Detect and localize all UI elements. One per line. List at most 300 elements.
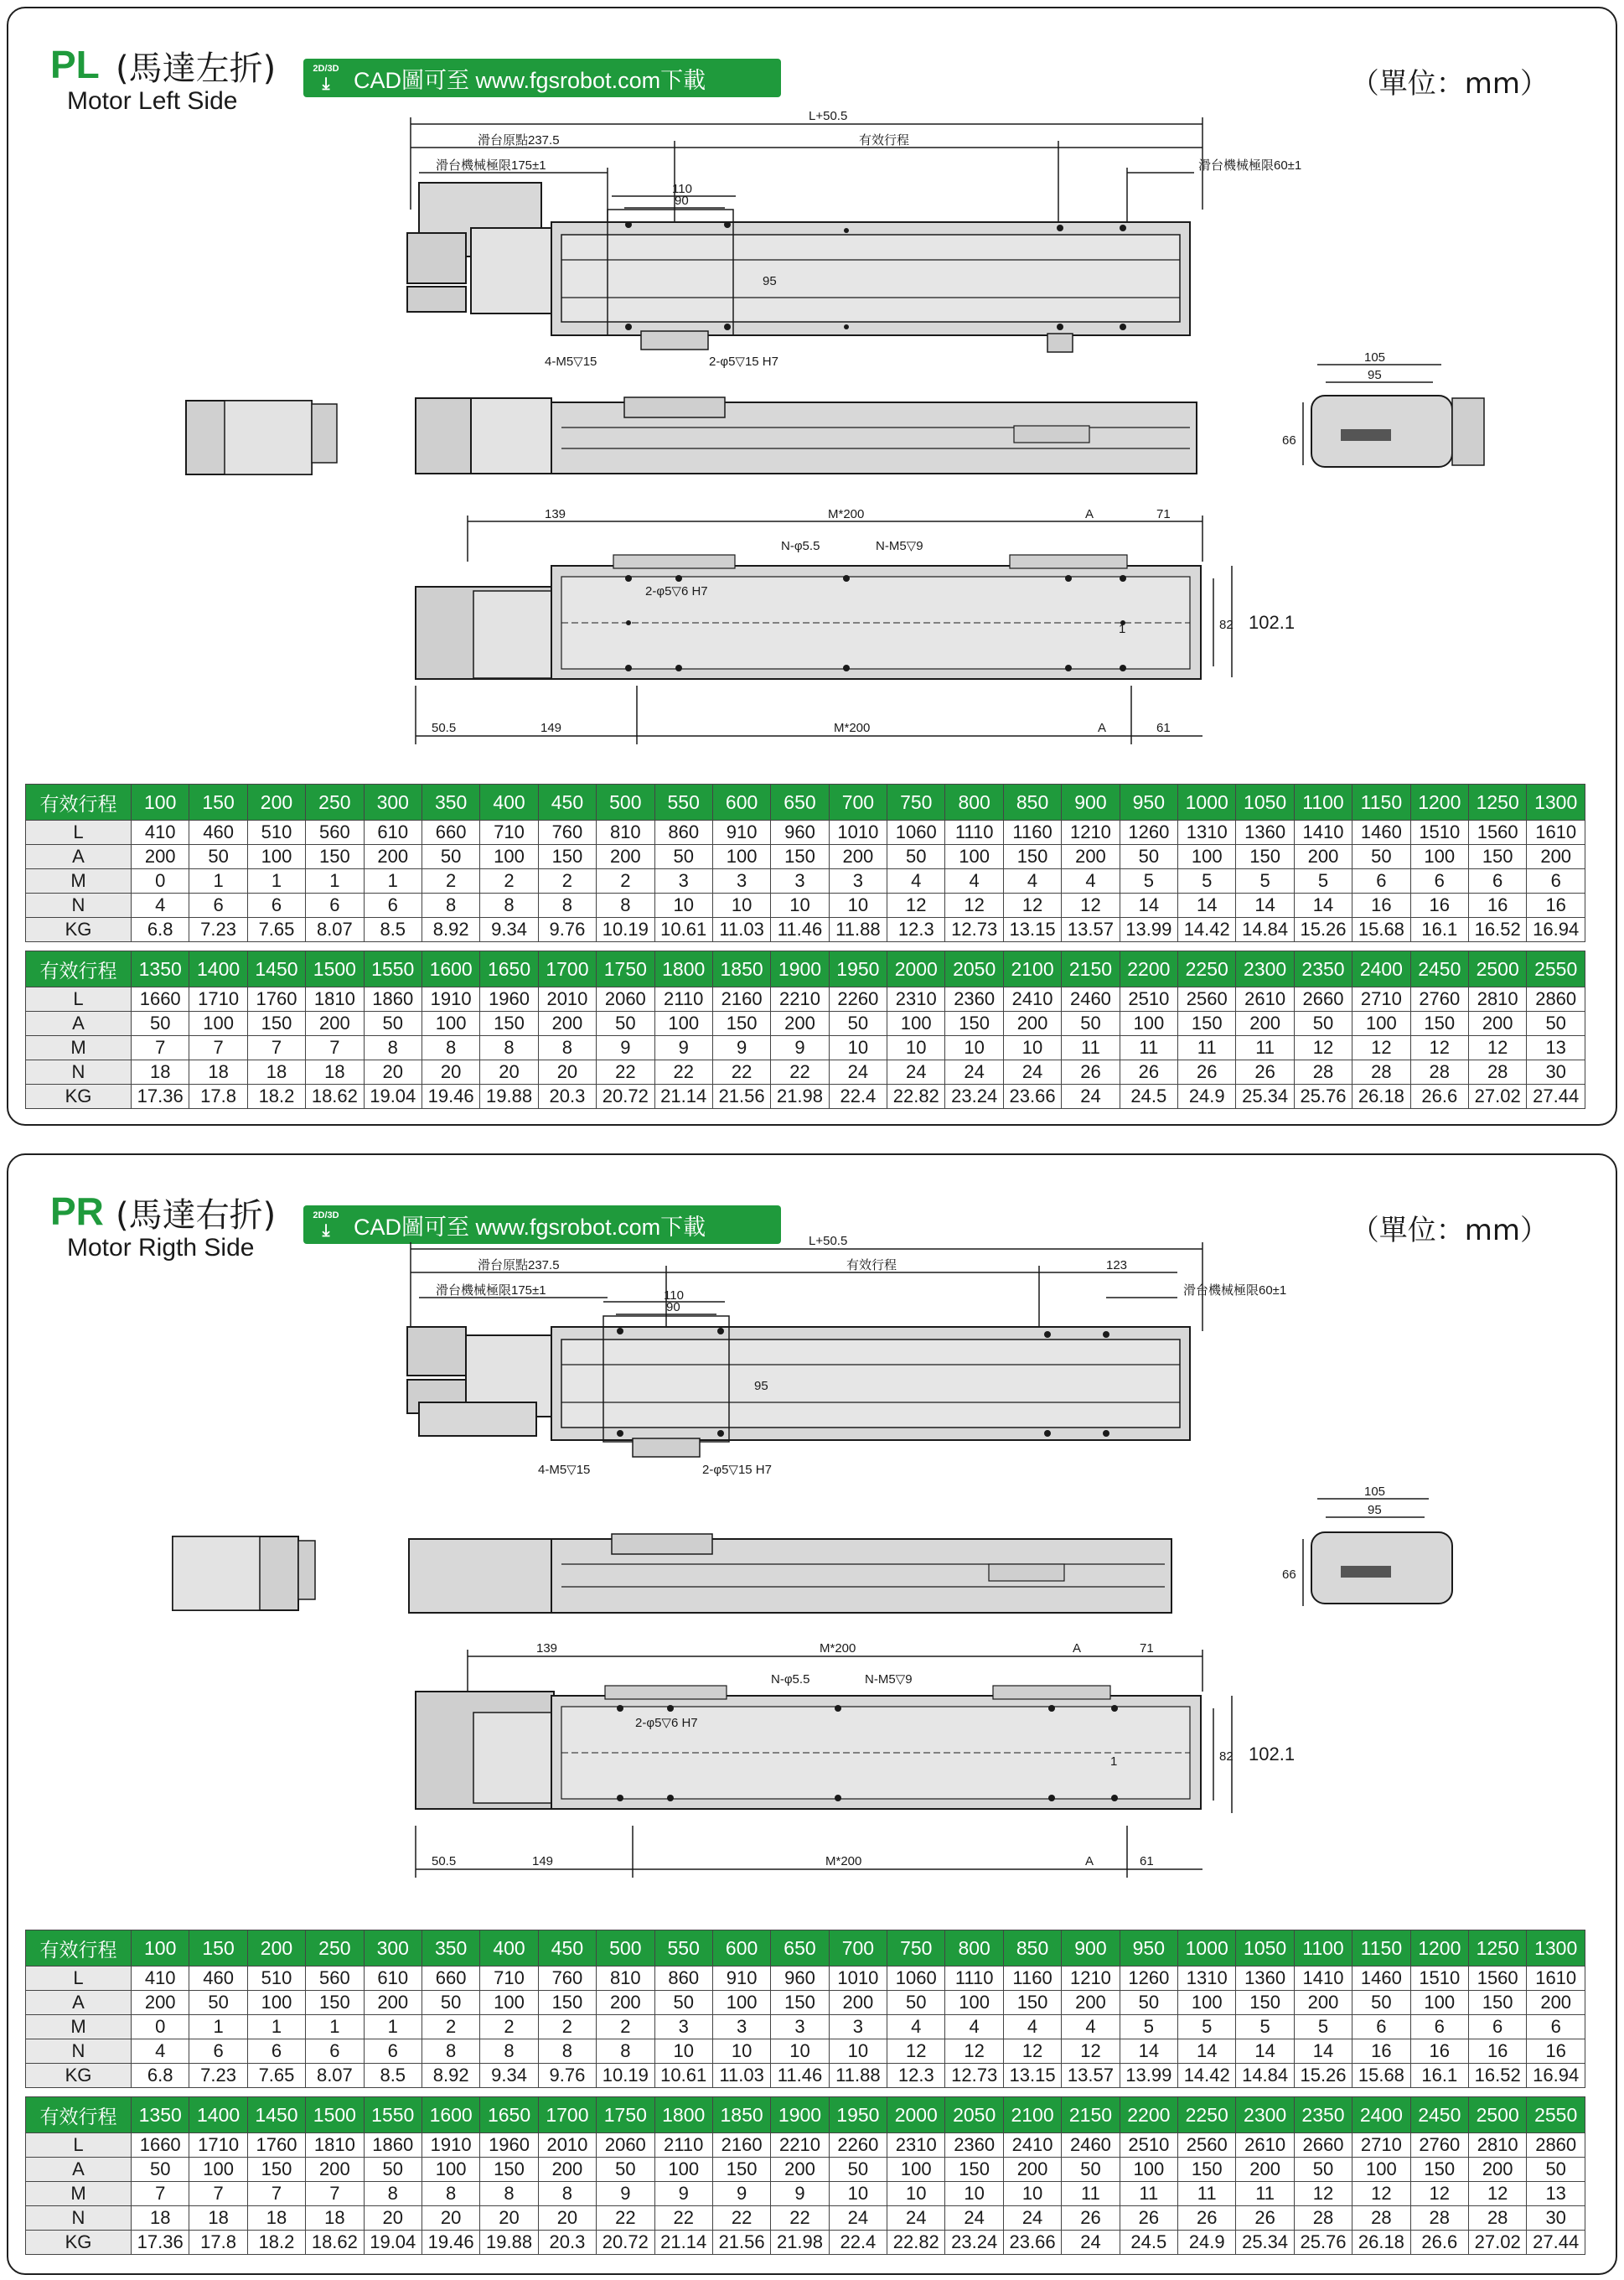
table-cell: 8 bbox=[422, 1036, 479, 1060]
table-cell: 200 bbox=[829, 845, 887, 869]
table-cell: 50 bbox=[887, 1991, 945, 2015]
table-cell: 20 bbox=[480, 1060, 538, 1085]
dim-n-tap: N-M5▽9 bbox=[865, 1672, 913, 1687]
table-cell: 24 bbox=[829, 2206, 887, 2231]
table-cell: 200 bbox=[1062, 1991, 1120, 2015]
table-cell: 24 bbox=[1003, 1060, 1061, 1085]
spec-table-pr-1 bbox=[25, 1930, 1585, 2088]
dim-end-95: 95 bbox=[1368, 1503, 1382, 1517]
table-cell: 50 bbox=[132, 2158, 189, 2182]
table-cell: 12.73 bbox=[945, 918, 1003, 942]
stroke-value: 2500 bbox=[1468, 951, 1526, 987]
stroke-value: 300 bbox=[364, 785, 422, 821]
table-cell: 50 bbox=[364, 2158, 422, 2182]
table-cell: 910 bbox=[712, 821, 770, 845]
table-cell: 8 bbox=[538, 2039, 596, 2064]
table-cell: 22 bbox=[654, 2206, 712, 2231]
table-cell: 7 bbox=[189, 1036, 247, 1060]
table-row bbox=[26, 894, 1585, 918]
table-cell: 1560 bbox=[1468, 1966, 1526, 1991]
table-cell: 3 bbox=[829, 2015, 887, 2039]
table-cell: 50 bbox=[189, 1991, 247, 2015]
table-cell: 11 bbox=[1236, 1036, 1294, 1060]
table-row bbox=[26, 1060, 1585, 1085]
table-cell: 50 bbox=[1294, 2158, 1352, 2182]
table-cell: 50 bbox=[1120, 1991, 1177, 2015]
table-cell: 9 bbox=[712, 2182, 770, 2206]
stroke-header-label: 有效行程 bbox=[26, 1930, 132, 1966]
table-cell: 9.34 bbox=[480, 2064, 538, 2088]
unit-label: （單位：mm） bbox=[1350, 67, 1549, 101]
spec-table-pl-2 bbox=[25, 951, 1585, 1109]
stroke-value: 650 bbox=[771, 1930, 829, 1966]
table-cell: 24 bbox=[1062, 1085, 1120, 1109]
table-cell: 1010 bbox=[829, 821, 887, 845]
table-cell: 18.62 bbox=[306, 1085, 364, 1109]
table-row bbox=[26, 1966, 1585, 1991]
table-cell: 8 bbox=[480, 1036, 538, 1060]
table-cell: 25.34 bbox=[1236, 1085, 1294, 1109]
table-cell: 1410 bbox=[1294, 821, 1352, 845]
table-cell: 1 bbox=[306, 2015, 364, 2039]
section-name-cn: (馬達右折) bbox=[116, 1196, 277, 1235]
table-cell: 24 bbox=[829, 1060, 887, 1085]
table-cell: 2610 bbox=[1236, 2133, 1294, 2158]
table-cell: 10 bbox=[1003, 2182, 1061, 2206]
dim-102-1: 102.1 bbox=[1249, 1744, 1296, 1764]
stroke-value: 1150 bbox=[1352, 785, 1410, 821]
table-cell: 200 bbox=[1468, 1012, 1526, 1036]
table-cell: 9 bbox=[654, 2182, 712, 2206]
table-cell: 510 bbox=[247, 821, 305, 845]
table-cell: 17.8 bbox=[189, 1085, 247, 1109]
table-cell: 200 bbox=[538, 2158, 596, 2182]
table-cell: 7 bbox=[306, 2182, 364, 2206]
table-cell: 50 bbox=[364, 1012, 422, 1036]
stroke-value: 2100 bbox=[1003, 2097, 1061, 2133]
table-cell: 150 bbox=[306, 845, 364, 869]
table-row bbox=[26, 2039, 1585, 2064]
table-cell: 2160 bbox=[712, 987, 770, 1012]
table-cell: 22 bbox=[771, 2206, 829, 2231]
table-cell: 1910 bbox=[422, 2133, 479, 2158]
dim-149: 149 bbox=[532, 1854, 554, 1868]
table-cell: 27.44 bbox=[1527, 1085, 1585, 1109]
stroke-value: 400 bbox=[480, 785, 538, 821]
table-cell: 18.2 bbox=[247, 1085, 305, 1109]
table-cell: 12 bbox=[1352, 1036, 1410, 1060]
table-cell: 10.61 bbox=[654, 2064, 712, 2088]
table-cell: 50 bbox=[1352, 845, 1410, 869]
table-cell: 9.76 bbox=[538, 2064, 596, 2088]
table-cell: 2210 bbox=[771, 2133, 829, 2158]
table-cell: 5 bbox=[1236, 869, 1294, 894]
table-cell: 28 bbox=[1468, 2206, 1526, 2231]
table-cell: 2310 bbox=[887, 2133, 945, 2158]
table-cell: 4 bbox=[887, 2015, 945, 2039]
unit-label: （單位：mm） bbox=[1350, 1214, 1549, 1247]
stroke-value: 1200 bbox=[1410, 1930, 1468, 1966]
table-cell: 10 bbox=[829, 894, 887, 918]
table-cell: 11.03 bbox=[712, 2064, 770, 2088]
dim-123: 123 bbox=[1106, 1258, 1128, 1272]
table-cell: 28 bbox=[1352, 1060, 1410, 1085]
spec-table-pl-1 bbox=[25, 784, 1585, 942]
stroke-value: 2300 bbox=[1236, 2097, 1294, 2133]
dim-tap-holes: 4-M5▽15 bbox=[545, 355, 597, 369]
table-cell: 4 bbox=[132, 894, 189, 918]
table-cell: 50 bbox=[422, 1991, 479, 2015]
table-cell: 8.5 bbox=[364, 918, 422, 942]
table-cell: 10.61 bbox=[654, 918, 712, 942]
table-cell: 150 bbox=[480, 1012, 538, 1036]
table-cell: 4 bbox=[1003, 869, 1061, 894]
stroke-value: 950 bbox=[1120, 1930, 1177, 1966]
table-cell: 23.24 bbox=[945, 2231, 1003, 2255]
table-cell: 12.3 bbox=[887, 918, 945, 942]
table-cell: 14.42 bbox=[1178, 2064, 1236, 2088]
table-cell: 7.23 bbox=[189, 2064, 247, 2088]
table-cell: 23.24 bbox=[945, 1085, 1003, 1109]
table-cell: 9 bbox=[597, 2182, 654, 2206]
section-code: PR bbox=[50, 1189, 104, 1233]
table-cell: 2710 bbox=[1352, 987, 1410, 1012]
table-cell: 50 bbox=[1062, 2158, 1120, 2182]
table-cell: 1260 bbox=[1120, 1966, 1177, 1991]
table-cell: 11 bbox=[1178, 1036, 1236, 1060]
stroke-value: 1750 bbox=[597, 951, 654, 987]
table-cell: 11.88 bbox=[829, 2064, 887, 2088]
table-cell: 410 bbox=[132, 821, 189, 845]
stroke-value: 1050 bbox=[1236, 785, 1294, 821]
stroke-value: 550 bbox=[654, 1930, 712, 1966]
table-cell: 10 bbox=[945, 1036, 1003, 1060]
section-name-cn: (馬達左折) bbox=[116, 49, 277, 88]
table-cell: 50 bbox=[1294, 1012, 1352, 1036]
table-cell: 200 bbox=[1294, 1991, 1352, 2015]
table-cell: 9 bbox=[771, 2182, 829, 2206]
stroke-value: 2500 bbox=[1468, 2097, 1526, 2133]
table-cell: 8 bbox=[480, 894, 538, 918]
table-cell: 2160 bbox=[712, 2133, 770, 2158]
table-cell: 26 bbox=[1062, 2206, 1120, 2231]
stroke-value: 1600 bbox=[422, 2097, 479, 2133]
table-cell: 9 bbox=[712, 1036, 770, 1060]
stroke-header-row bbox=[26, 2097, 1585, 2133]
stroke-value: 450 bbox=[538, 1930, 596, 1966]
dim-pin-holes: 2-φ5▽15 H7 bbox=[702, 1463, 772, 1477]
table-cell: 960 bbox=[771, 821, 829, 845]
table-cell: 100 bbox=[654, 2158, 712, 2182]
stroke-value: 1850 bbox=[712, 2097, 770, 2133]
table-cell: 18 bbox=[189, 2206, 247, 2231]
table-cell: 26.6 bbox=[1410, 1085, 1468, 1109]
table-cell: 20 bbox=[422, 1060, 479, 1085]
stroke-value: 1000 bbox=[1178, 785, 1236, 821]
technical-drawing bbox=[8, 8, 1619, 763]
stroke-value: 300 bbox=[364, 1930, 422, 1966]
table-cell: 6 bbox=[306, 2039, 364, 2064]
table-cell: 2810 bbox=[1468, 987, 1526, 1012]
table-cell: 100 bbox=[1178, 845, 1236, 869]
table-cell: 150 bbox=[1468, 845, 1526, 869]
table-cell: 50 bbox=[1120, 845, 1177, 869]
table-cell: 28 bbox=[1294, 1060, 1352, 1085]
table-cell: 2260 bbox=[829, 2133, 887, 2158]
dim-pin-bottom: 2-φ5▽6 H7 bbox=[645, 584, 708, 598]
table-cell: 12 bbox=[1352, 2182, 1410, 2206]
row-label: M bbox=[26, 1036, 132, 1060]
table-cell: 11.88 bbox=[829, 918, 887, 942]
table-cell: 50 bbox=[1527, 1012, 1585, 1036]
stroke-value: 100 bbox=[132, 785, 189, 821]
table-cell: 2010 bbox=[538, 2133, 596, 2158]
row-label: M bbox=[26, 2182, 132, 2206]
stroke-value: 2000 bbox=[887, 2097, 945, 2133]
dim-71: 71 bbox=[1156, 507, 1171, 521]
table-cell: 20 bbox=[480, 2206, 538, 2231]
table-cell: 1060 bbox=[887, 821, 945, 845]
stroke-value: 400 bbox=[480, 1930, 538, 1966]
dim-origin: 滑台原點237.5 bbox=[478, 133, 560, 148]
table-cell: 4 bbox=[1062, 2015, 1120, 2039]
table-cell: 150 bbox=[1410, 2158, 1468, 2182]
stroke-value: 350 bbox=[422, 785, 479, 821]
row-label: L bbox=[26, 987, 132, 1012]
table-cell: 2060 bbox=[597, 2133, 654, 2158]
table-cell: 11 bbox=[1120, 2182, 1177, 2206]
table-cell: 12 bbox=[1468, 1036, 1526, 1060]
table-cell: 1910 bbox=[422, 987, 479, 1012]
table-cell: 910 bbox=[712, 1966, 770, 1991]
table-cell: 22 bbox=[597, 2206, 654, 2231]
stroke-value: 2450 bbox=[1410, 951, 1468, 987]
table-cell: 24.5 bbox=[1120, 2231, 1177, 2255]
table-cell: 6 bbox=[247, 894, 305, 918]
table-cell: 810 bbox=[597, 821, 654, 845]
table-cell: 2460 bbox=[1062, 987, 1120, 1012]
table-cell: 2560 bbox=[1178, 987, 1236, 1012]
table-cell: 7 bbox=[306, 1036, 364, 1060]
dim-mech-limit-left: 滑台機械極限175±1 bbox=[436, 1283, 546, 1298]
table-cell: 1 bbox=[364, 869, 422, 894]
stroke-value: 900 bbox=[1062, 1930, 1120, 1966]
table-cell: 22.82 bbox=[887, 2231, 945, 2255]
table-cell: 710 bbox=[480, 821, 538, 845]
table-cell: 19.88 bbox=[480, 2231, 538, 2255]
table-cell: 4 bbox=[945, 2015, 1003, 2039]
dim-m200-bottom: M*200 bbox=[825, 1854, 862, 1868]
table-cell: 10 bbox=[771, 894, 829, 918]
table-cell: 14 bbox=[1178, 894, 1236, 918]
stroke-value: 1500 bbox=[306, 2097, 364, 2133]
table-cell: 1660 bbox=[132, 987, 189, 1012]
table-cell: 200 bbox=[132, 1991, 189, 2015]
table-cell: 150 bbox=[771, 845, 829, 869]
table-cell: 26.18 bbox=[1352, 2231, 1410, 2255]
table-cell: 2510 bbox=[1120, 987, 1177, 1012]
stroke-value: 2250 bbox=[1178, 951, 1236, 987]
stroke-value: 1700 bbox=[538, 951, 596, 987]
table-cell: 22 bbox=[597, 1060, 654, 1085]
table-cell: 6 bbox=[364, 2039, 422, 2064]
table-cell: 24.5 bbox=[1120, 1085, 1177, 1109]
table-cell: 12 bbox=[1294, 1036, 1352, 1060]
table-cell: 19.46 bbox=[422, 1085, 479, 1109]
table-cell: 20.72 bbox=[597, 2231, 654, 2255]
table-cell: 21.56 bbox=[712, 1085, 770, 1109]
table-cell: 26 bbox=[1236, 2206, 1294, 2231]
table-cell: 16.94 bbox=[1527, 2064, 1585, 2088]
table-cell: 2510 bbox=[1120, 2133, 1177, 2158]
dim-mech-limit-left: 滑台機械極限175±1 bbox=[436, 158, 546, 173]
table-cell: 24 bbox=[887, 1060, 945, 1085]
dim-50-5: 50.5 bbox=[432, 721, 457, 735]
table-cell: 6 bbox=[247, 2039, 305, 2064]
dim-end-95: 95 bbox=[1368, 368, 1382, 382]
stroke-value: 2350 bbox=[1294, 2097, 1352, 2133]
table-cell: 1 bbox=[306, 869, 364, 894]
table-cell: 5 bbox=[1178, 2015, 1236, 2039]
stroke-value: 1700 bbox=[538, 2097, 596, 2133]
table-cell: 1560 bbox=[1468, 821, 1526, 845]
table-cell: 14 bbox=[1236, 2039, 1294, 2064]
table-row bbox=[26, 2015, 1585, 2039]
table-cell: 8.92 bbox=[422, 2064, 479, 2088]
table-cell: 8 bbox=[364, 2182, 422, 2206]
table-cell: 16 bbox=[1410, 2039, 1468, 2064]
table-cell: 5 bbox=[1120, 2015, 1177, 2039]
table-cell: 14 bbox=[1236, 894, 1294, 918]
table-cell: 2 bbox=[480, 869, 538, 894]
table-cell: 6 bbox=[189, 2039, 247, 2064]
stroke-value: 800 bbox=[945, 785, 1003, 821]
table-cell: 12 bbox=[1410, 1036, 1468, 1060]
table-cell: 200 bbox=[1003, 2158, 1061, 2182]
table-cell: 100 bbox=[887, 1012, 945, 1036]
table-cell: 0 bbox=[132, 2015, 189, 2039]
table-cell: 1160 bbox=[1003, 821, 1061, 845]
table-cell: 6 bbox=[1352, 869, 1410, 894]
table-cell: 100 bbox=[480, 1991, 538, 2015]
table-cell: 3 bbox=[654, 869, 712, 894]
table-cell: 14.42 bbox=[1178, 918, 1236, 942]
table-cell: 12 bbox=[1468, 2182, 1526, 2206]
table-cell: 18.62 bbox=[306, 2231, 364, 2255]
stroke-value: 2400 bbox=[1352, 951, 1410, 987]
stroke-value: 250 bbox=[306, 1930, 364, 1966]
table-row bbox=[26, 2231, 1585, 2255]
table-cell: 6 bbox=[1410, 2015, 1468, 2039]
table-cell: 12 bbox=[887, 2039, 945, 2064]
stroke-header-row bbox=[26, 785, 1585, 821]
table-row bbox=[26, 987, 1585, 1012]
table-cell: 3 bbox=[771, 2015, 829, 2039]
table-cell: 50 bbox=[189, 845, 247, 869]
stroke-value: 1250 bbox=[1468, 785, 1526, 821]
table-cell: 10 bbox=[771, 2039, 829, 2064]
table-cell: 7 bbox=[189, 2182, 247, 2206]
table-cell: 20 bbox=[422, 2206, 479, 2231]
table-cell: 860 bbox=[654, 821, 712, 845]
table-cell: 9.34 bbox=[480, 918, 538, 942]
table-cell: 200 bbox=[1527, 845, 1585, 869]
table-cell: 18 bbox=[132, 1060, 189, 1085]
table-row bbox=[26, 821, 1585, 845]
table-cell: 150 bbox=[306, 1991, 364, 2015]
table-cell: 11 bbox=[1236, 2182, 1294, 2206]
table-cell: 460 bbox=[189, 821, 247, 845]
table-cell: 1 bbox=[189, 869, 247, 894]
table-cell: 2 bbox=[597, 2015, 654, 2039]
table-cell: 6 bbox=[189, 894, 247, 918]
table-cell: 21.98 bbox=[771, 1085, 829, 1109]
table-cell: 200 bbox=[306, 1012, 364, 1036]
table-cell: 50 bbox=[132, 1012, 189, 1036]
dim-a-bottom: A bbox=[1098, 721, 1107, 735]
table-cell: 2460 bbox=[1062, 2133, 1120, 2158]
table-cell: 1110 bbox=[945, 821, 1003, 845]
table-cell: 26 bbox=[1178, 1060, 1236, 1085]
table-cell: 16 bbox=[1352, 894, 1410, 918]
stroke-value: 2300 bbox=[1236, 951, 1294, 987]
table-cell: 1510 bbox=[1410, 1966, 1468, 1991]
table-row bbox=[26, 2182, 1585, 2206]
dim-origin: 滑台原點237.5 bbox=[478, 1258, 560, 1272]
stroke-value: 1650 bbox=[480, 2097, 538, 2133]
table-cell: 17.36 bbox=[132, 2231, 189, 2255]
stroke-value: 850 bbox=[1003, 1930, 1061, 1966]
dim-95: 95 bbox=[763, 274, 777, 288]
stroke-value: 1650 bbox=[480, 951, 538, 987]
table-cell: 16.52 bbox=[1468, 2064, 1526, 2088]
dim-139: 139 bbox=[536, 1641, 558, 1656]
table-cell: 21.98 bbox=[771, 2231, 829, 2255]
table-cell: 150 bbox=[1003, 845, 1061, 869]
stroke-value: 2550 bbox=[1527, 2097, 1585, 2133]
table-cell: 18 bbox=[306, 2206, 364, 2231]
table-cell: 12 bbox=[1003, 894, 1061, 918]
table-cell: 2710 bbox=[1352, 2133, 1410, 2158]
table-cell: 150 bbox=[1236, 1991, 1294, 2015]
table-cell: 10.19 bbox=[597, 918, 654, 942]
table-cell: 8 bbox=[422, 2182, 479, 2206]
dim-stroke: 有效行程 bbox=[859, 133, 910, 148]
table-row bbox=[26, 2064, 1585, 2088]
table-cell: 3 bbox=[829, 869, 887, 894]
table-cell: 6.8 bbox=[132, 2064, 189, 2088]
table-cell: 12 bbox=[887, 894, 945, 918]
table-cell: 16 bbox=[1527, 894, 1585, 918]
stroke-value: 500 bbox=[597, 785, 654, 821]
table-cell: 3 bbox=[654, 2015, 712, 2039]
table-cell: 7.65 bbox=[247, 918, 305, 942]
stroke-value: 1150 bbox=[1352, 1930, 1410, 1966]
table-cell: 20 bbox=[364, 1060, 422, 1085]
table-cell: 6 bbox=[1468, 869, 1526, 894]
table-cell: 610 bbox=[364, 821, 422, 845]
dim-95: 95 bbox=[754, 1379, 768, 1393]
stroke-value: 2150 bbox=[1062, 2097, 1120, 2133]
table-cell: 7 bbox=[247, 1036, 305, 1060]
table-cell: 2210 bbox=[771, 987, 829, 1012]
table-cell: 26 bbox=[1062, 1060, 1120, 1085]
row-label: KG bbox=[26, 2231, 132, 2255]
table-cell: 1210 bbox=[1062, 821, 1120, 845]
table-cell: 25.76 bbox=[1294, 2231, 1352, 2255]
stroke-value: 1300 bbox=[1527, 1930, 1585, 1966]
table-cell: 1660 bbox=[132, 2133, 189, 2158]
